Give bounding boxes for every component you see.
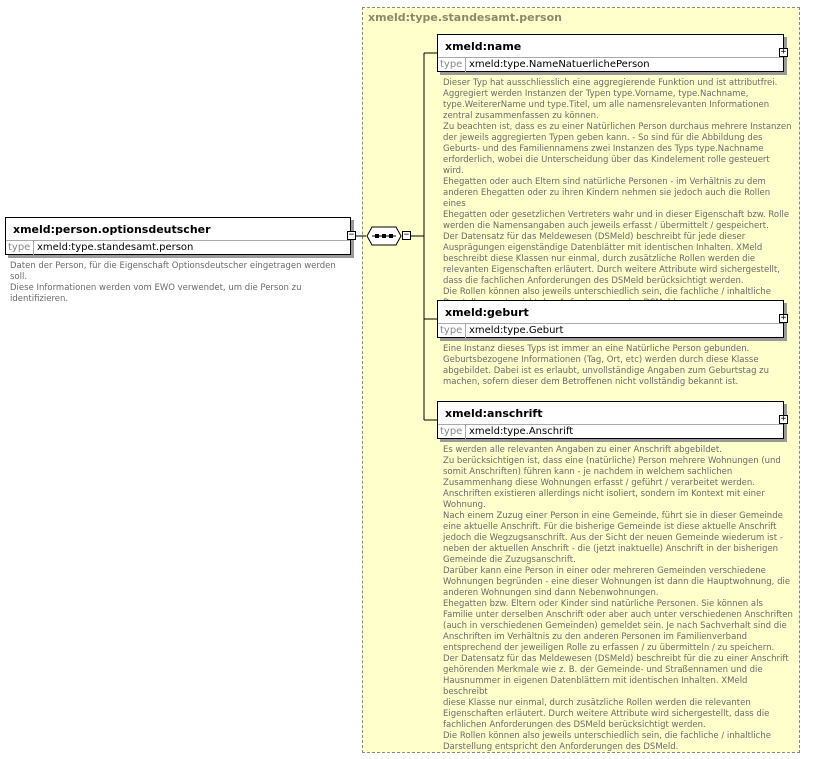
element-name: xmeld:anschrift (445, 407, 543, 420)
expand-icon[interactable]: + (780, 313, 787, 323)
element-box-name[interactable] (437, 34, 784, 72)
element-name: xmeld:name (445, 40, 522, 53)
element-box-geburt[interactable] (437, 300, 784, 338)
root-collapse-icon[interactable]: − (348, 230, 355, 240)
element-box-anschrift[interactable] (437, 401, 784, 439)
root-type-value: xmeld:type.standesamt.person (37, 242, 194, 253)
expand-icon[interactable]: + (780, 414, 787, 424)
type-label: type (440, 426, 463, 437)
sequence-collapse-icon[interactable]: − (403, 230, 410, 240)
element-name: xmeld:geburt (445, 306, 529, 319)
element-description: Eine Instanz dieses Typs ist immer an eine Natürliche Person gebunden. Geburtsbezogene Informationen (Tag, Ort, etc) werden durch diese Klasse abgebildet. Dabei ist es erlaubt, unvollständige Angaben zum Geburtstag zu machen, sofern dieser dem Betroffenen nicht vollständig bekannt ist. (443, 344, 770, 387)
root-element-box[interactable] (5, 217, 351, 255)
type-value: xmeld:type.NameNatuerlichePerson (469, 59, 650, 70)
type-region-title: xmeld:type.standesamt.person (368, 11, 562, 24)
root-type-label: type (8, 242, 31, 253)
type-label: type (440, 59, 463, 70)
element-description: Es werden alle relevanten Angaben zu einer Anschrift abgebildet. Zu berücksichtigen ist, dass eine (natürliche) Person mehrere Wohnungen (und somit Anschriften) führen kann - je nachdem in welchem sachlichen Zusammenhang diese Wohnungen erfasst / geführt / verarbeitet werden. Anschriften existieren allerdings nicht isoliert, sondern im Kontext mit einer Wohnung. Nach einem Zuzug einer Person in eine Gemeinde, führt sie in dieser Gemeinde eine aktuelle Anschrift. Für die bisherige Gemeinde ist diese aktuelle Anschrift jedoch die Wegzugsanschrift. Aus der Sicht der neuen Gemeinde wiederum ist - neben der aktuellen Anschrift - die (jetzt inaktuelle) Anschrift in der bisherigen Gemeinde die Zuzugsanschrift. Darüber kann eine Person in einer oder mehreren Gemeinden verschiedene Wohnungen begründen - eine dieser Wohnungen ist dann die Hauptwohnung, die anderen Wohnungen sind dann Nebenwohnungen. Ehegatten bzw. Eltern oder Kinder sind natürliche Personen. Sie können als Familie unter derselben Anschrift oder aber auch unter verschiedenen Anschriften (auch in verschiedenen Gemeinden) gemeldet sein. Je nach Sachverhalt sind die Anschriften im Verhältnis zu den anderen Personen im Familienverband entsprechend der jeweiligen Rolle zu erfassen / zu übermitteln / zu speichern. Der Datensatz für das Meldewesen (DSMeld) beschreibt für die zu einer Anschrift gehörenden Merkmale wie z. B. der Gemeinde- und Straßennamen und die Hausnummer in eigenen Datenblättern mit identischen Inhalten. XMeld beschreibt diese Klasse nur einmal, durch zusätzliche Rollen werden die relevanten Eigenschaften erläutert. Durch weitere Attribute wird sichergestellt, dass die fachlichen Anforderungen des DSMeld berücksichtigt werden. Die Rollen können also jeweils unterschiedlich sein, die fachliche / inhaltliche Darstellung entspricht den Anforderungen des DSMeld. (443, 445, 793, 752)
type-label: type (440, 325, 463, 336)
type-value: xmeld:type.Anschrift (469, 426, 574, 437)
sequence-compositor-icon[interactable] (366, 226, 402, 246)
element-description: Dieser Typ hat ausschliesslich eine aggregierende Funktion und ist attributfrei. Aggregiert werden Instanzen der Typen type.Vorname, type.Nachname, type.WeitererName und type.Titel, um alle namensrelevanten Informationen zentral zusammenfassen zu können. Zu beachten ist, dass es zu einer Natürlichen Person durchaus mehrere Instanzen der jeweils aggregierten Typen geben kann. - So sind für die Abbildung des Geburts- und des Familiennamens zwei Instanzen des Typs type.Nachname erforderlich, wobei die Unterscheidung über das Kindelement rolle gesteuert wird. Ehegatten oder auch Eltern sind natürliche Personen - im Verhältnis zu dem anderen Ehegatten oder zu ihren Kindern nehmen sie jedoch auch die Rollen eines Ehegatten oder gesetzlichen Vertreters wahr und in dieser Eigenschaft bzw. Rolle werden die Namensangaben auch jeweils erfasst / übermittelt / gespeichert. Der Datensatz für das Meldewesen (DSMeld) beschreibt für jede dieser Ausprägungen eigenständige Datenblätter mit identischen Inhalten. XMeld beschreibt diese Klassen nur einmal, durch zusätzliche Rollen werden die relevanten Eigenschaften erläutert. Durch weitere Attribute wird sichergestellt, dass die fachlichen Anforderungen des DSMeld berücksichtigt werden. Die Rollen können also jeweils unterschiedlich sein, die fachliche / inhaltliche (443, 78, 792, 297)
root-description: Daten der Person, für die Eigenschaft Optionsdeutscher eingetragen werden soll. Diese Informationen werden vom EWO verwendet, um die Person zu identifizieren. (10, 261, 336, 304)
root-element-name: xmeld:person.optionsdeutscher (13, 223, 211, 236)
type-value: xmeld:type.Geburt (469, 325, 564, 336)
expand-icon[interactable]: + (780, 47, 787, 57)
